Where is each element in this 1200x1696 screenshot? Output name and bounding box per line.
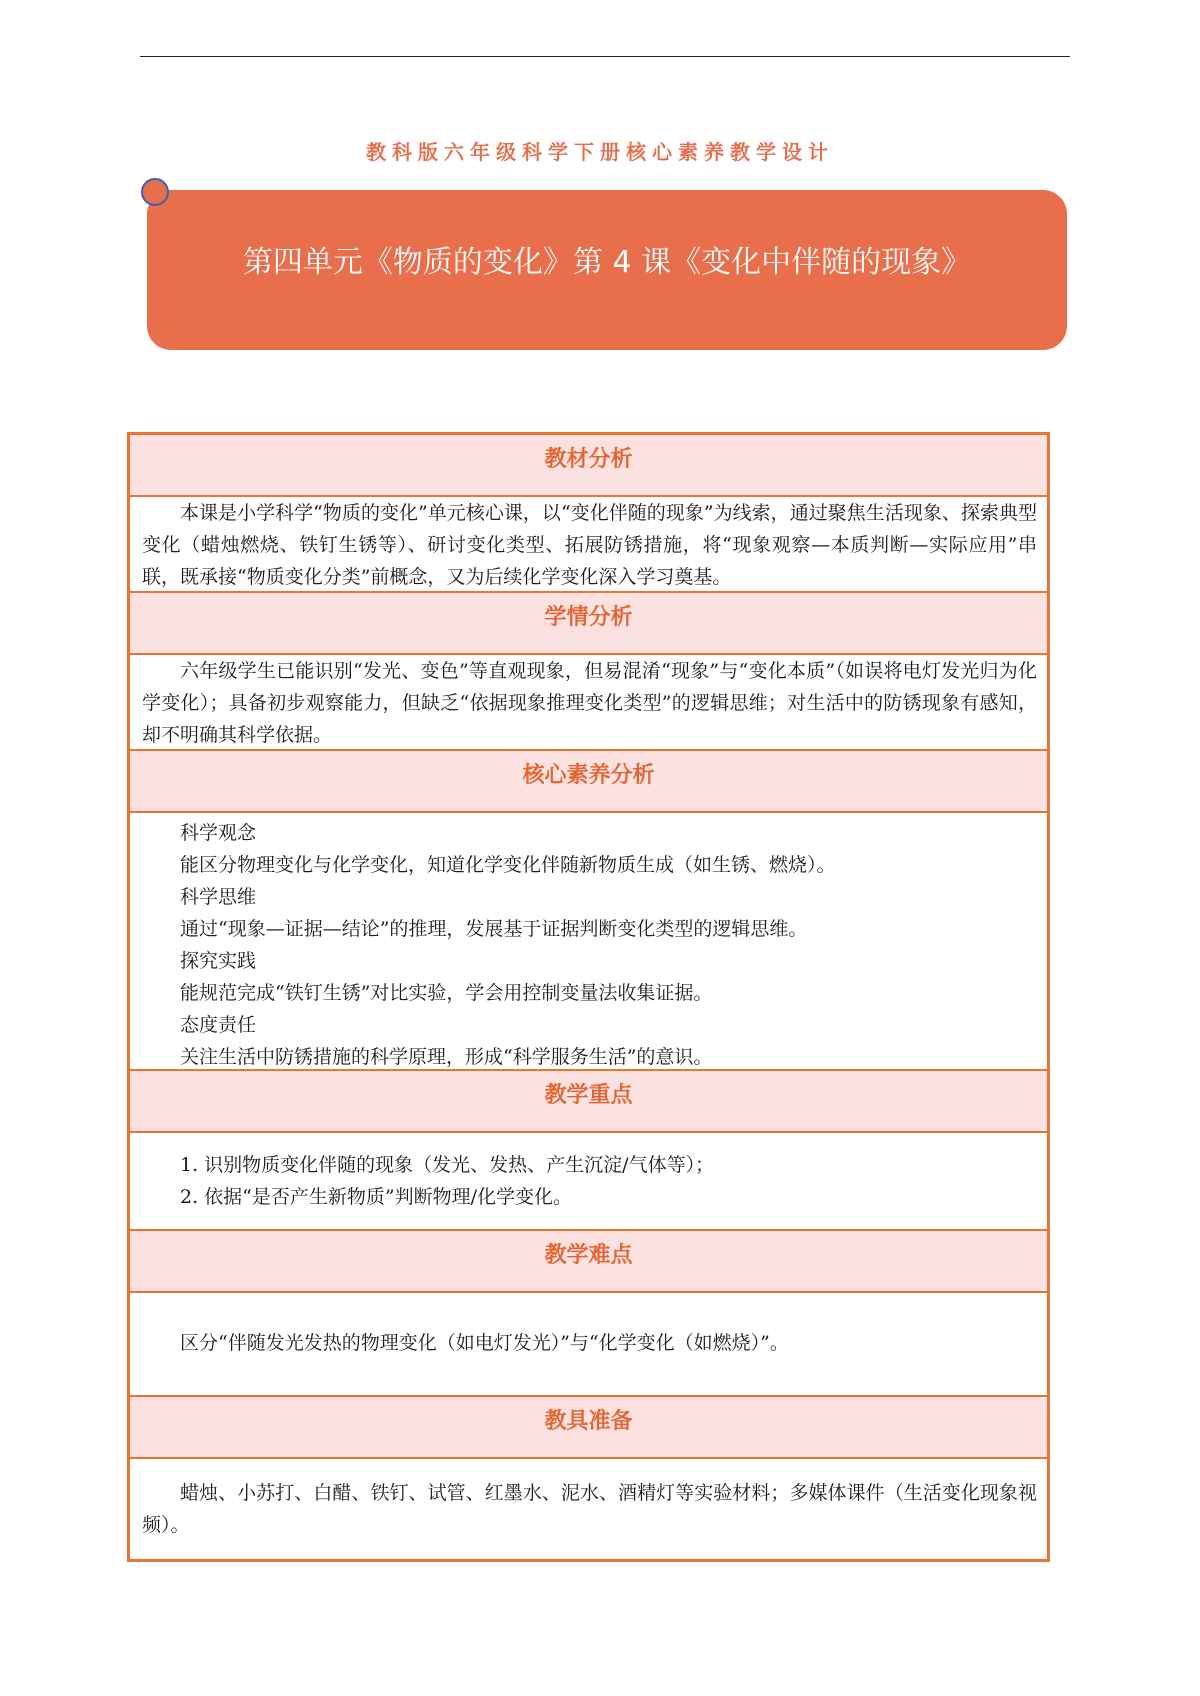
literacy-line: 能规范完成“铁钉生锈”对比实验，学会用控制变量法收集证据。: [180, 982, 713, 1004]
student-analysis-text: 六年级学生已能识别“发光、变色”等直观现象，但易混淆“现象”与“变化本质”（如误将电灯发光归为化学变化）；具备初步观察能力，但缺乏“依据现象推理变化类型”的逻辑思维；对生活中的防锈现象有感知，却不明确其科学依据。: [142, 660, 1037, 746]
section-body-key-points: [130, 1133, 1047, 1231]
literacy-line: 科学观念: [180, 822, 257, 844]
section-heading-difficulties: 教学难点: [130, 1231, 1047, 1293]
key-point-item: 1. 识别物质变化伴随的现象（发光、发热、产生沉淀/气体等）；: [180, 1154, 715, 1176]
literacy-line: 态度责任: [180, 1014, 257, 1036]
literacy-line: 能区分物理变化与化学变化，知道化学变化伴随新物质生成（如生锈、燃烧）。: [180, 854, 836, 876]
section-heading-students: 学情分析: [130, 593, 1047, 655]
materials-text: 蜡烛、小苏打、白醋、铁钉、试管、红墨水、泥水、酒精灯等实验材料；多媒体课件（生活变化现象视频）。: [142, 1482, 1037, 1536]
section-heading-literacy: 核心素养分析: [130, 751, 1047, 813]
literacy-line: 通过“现象—证据—结论”的推理，发展基于证据判断变化类型的逻辑思维。: [180, 918, 808, 940]
series-title: 教科版六年级科学下册核心素养教学设计: [366, 140, 834, 164]
difficulty-text: 区分“伴随发光发热的物理变化（如电灯发光）”与“化学变化（如燃烧）”。: [180, 1332, 789, 1354]
section-heading-key-points: 教学重点: [130, 1071, 1047, 1133]
section-body-students: [130, 655, 1047, 751]
section-body-difficulties: [130, 1293, 1047, 1397]
banner-dot-decoration: [141, 178, 169, 206]
key-point-item: 2. 依据“是否产生新物质”判断物理/化学变化。: [180, 1186, 572, 1208]
title-banner: [147, 190, 1067, 350]
section-heading-materials: 教具准备: [130, 1397, 1047, 1459]
section-body-literacy: [130, 813, 1047, 1071]
section-body-textbook: [130, 497, 1047, 593]
lesson-title: 第四单元《物质的变化》第 4 课《变化中伴随的现象》: [242, 245, 972, 280]
literacy-line: 探究实践: [180, 950, 257, 972]
textbook-analysis-text: 本课是小学科学“物质的变化”单元核心课，以“变化伴随的现象”为线索，通过聚焦生活现象、探索典型变化（蜡烛燃烧、铁钉生锈等）、研讨变化类型、拓展防锈措施，将“现象观察—本质判断—实际应用”串联，既承接“物质变化分类”前概念，又为后续化学变化深入学习奠基。: [142, 502, 1037, 588]
literacy-line: 关注生活中防锈措施的科学原理，形成“科学服务生活”的意识。: [180, 1046, 713, 1068]
section-body-materials: [130, 1459, 1047, 1559]
section-heading-textbook: 教材分析: [130, 435, 1047, 497]
top-rule: [140, 56, 1070, 57]
lesson-plan-table: [127, 432, 1050, 1562]
literacy-line: 科学思维: [180, 886, 257, 908]
